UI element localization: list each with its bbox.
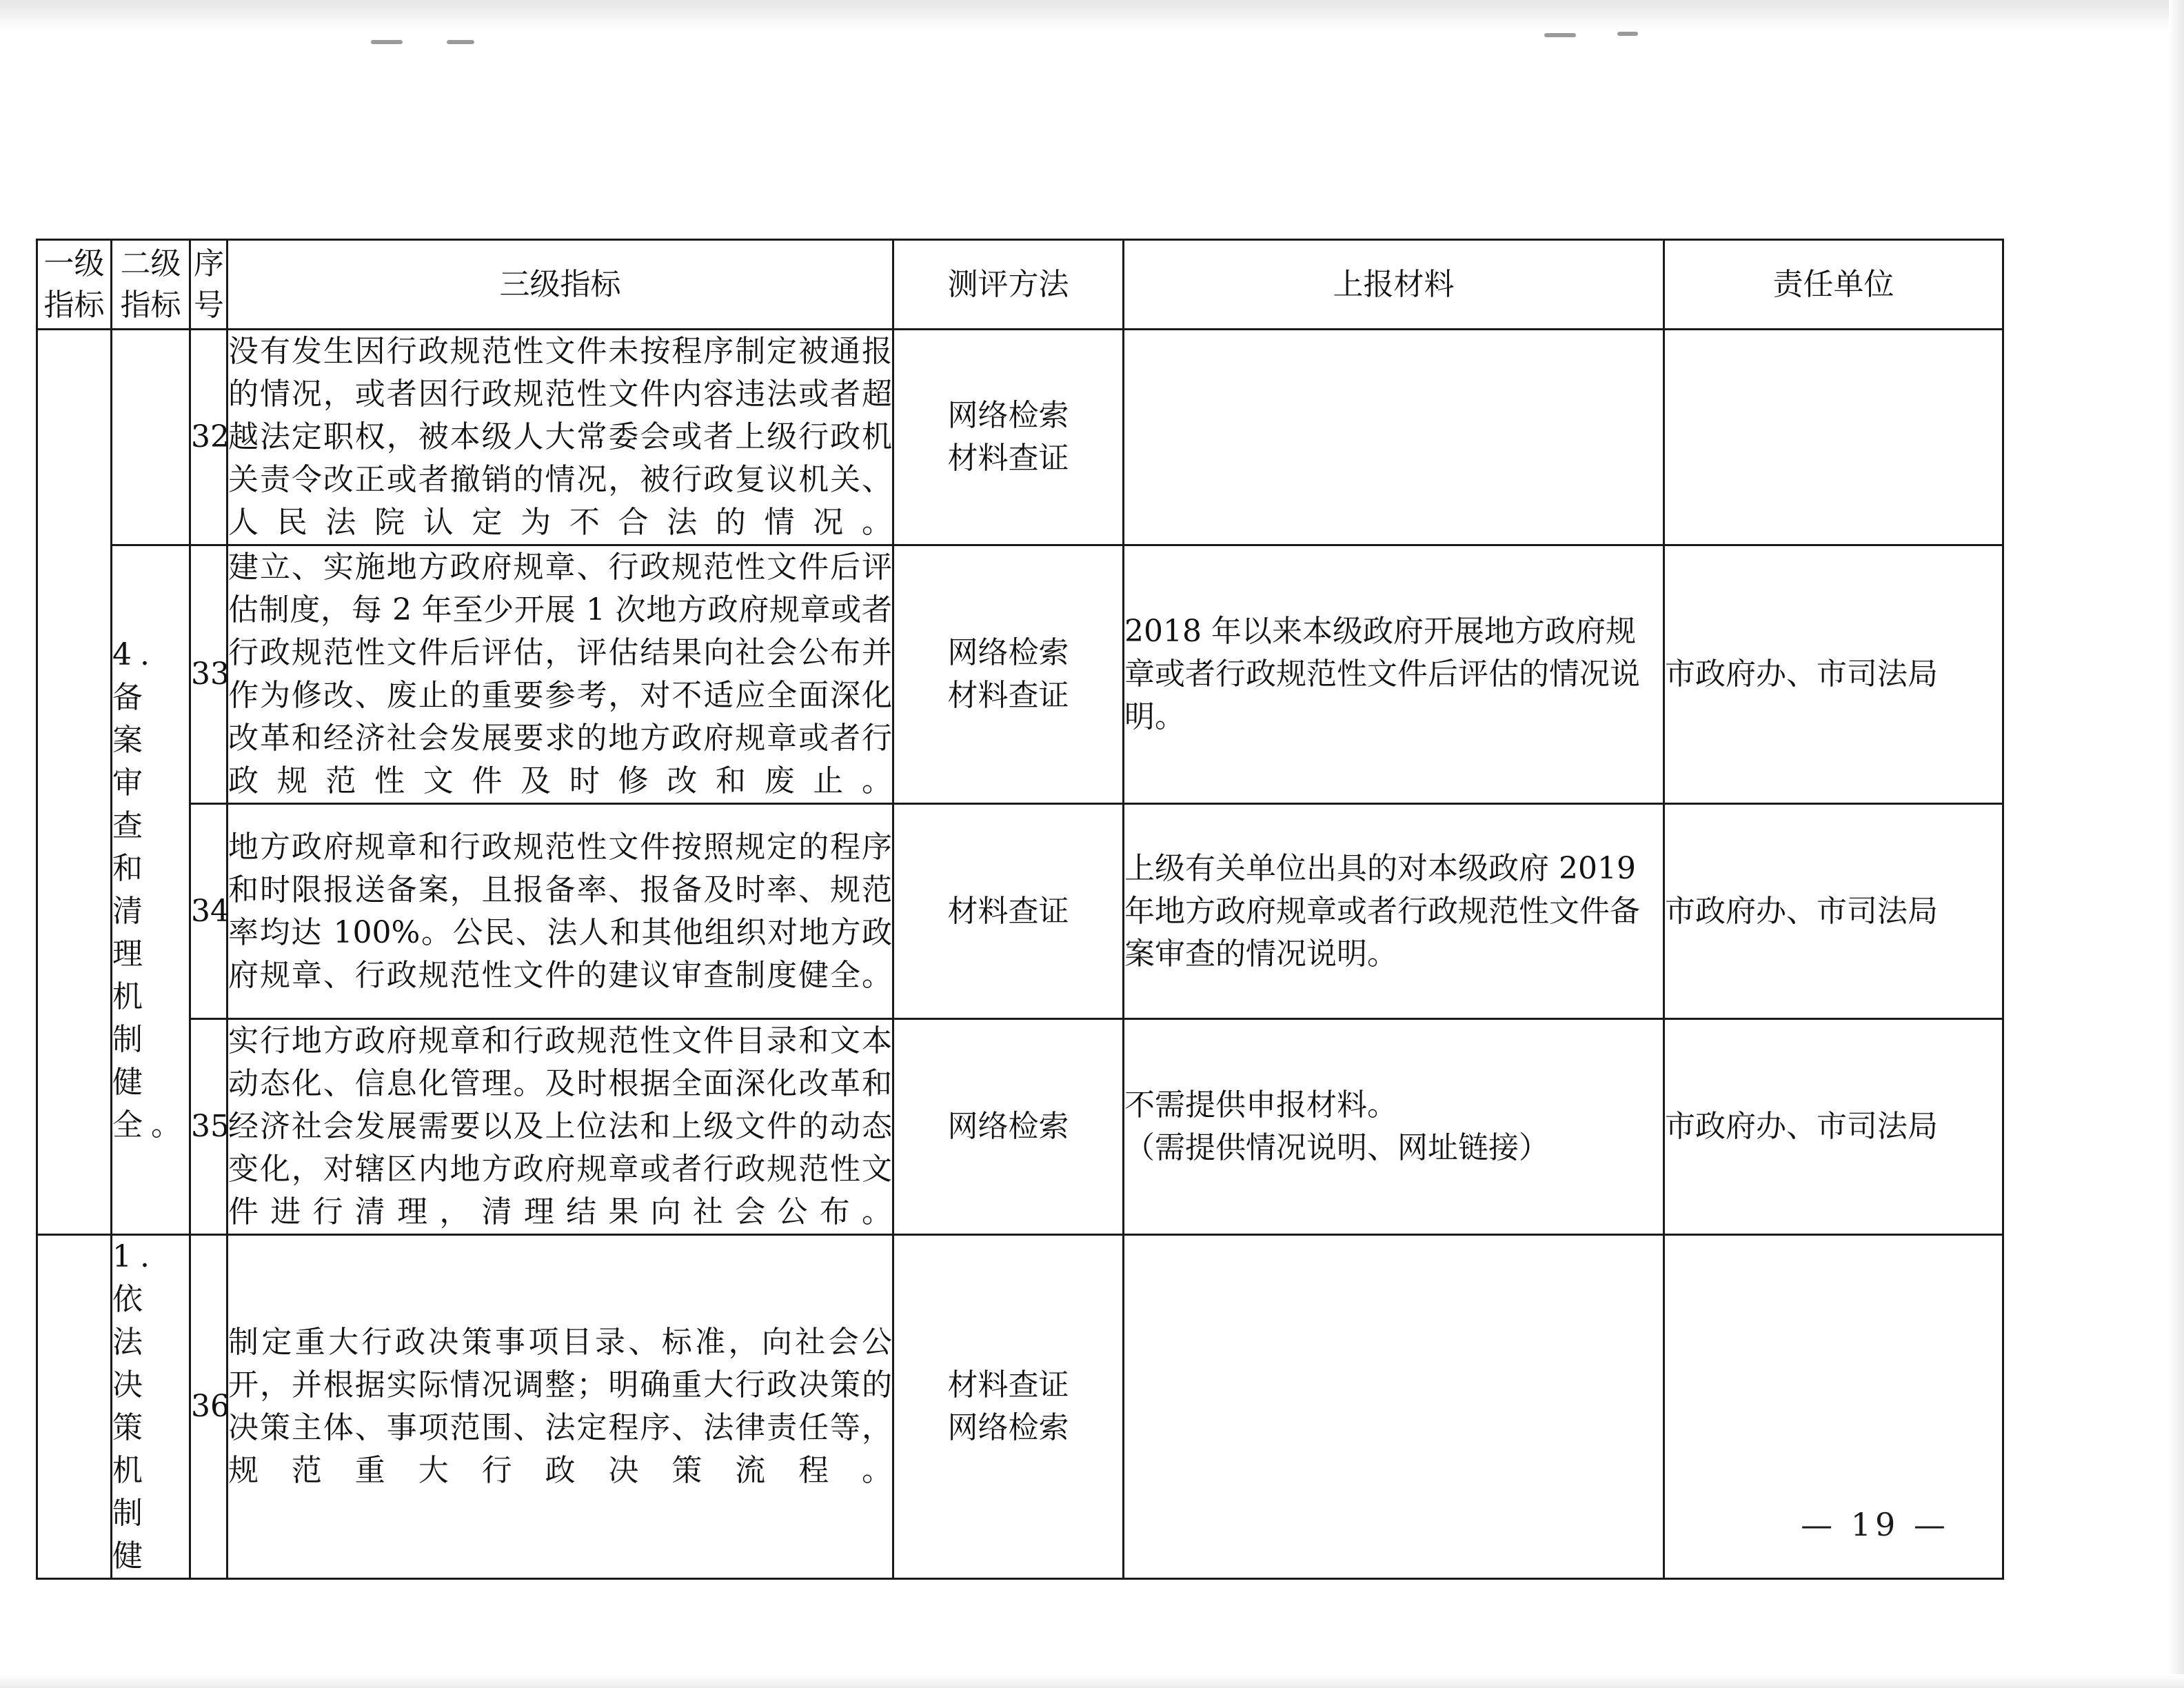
materials-cell: 2018 年以来本级政府开展地方政府规章或者行政规范性文件后评估的情况说明。 [1124,545,1664,804]
header-level1 [37,240,112,330]
indicator-cell: 实行地方政府规章和行政规范性文件目录和文本动态化、信息化管理。及时根据全面深化改革和经济社会发展需要以及上位法和上级文件的动态变化，对辖区内地方政府规章或者行政规范性文件进行清理，清理结果向社会公布。 [228,1019,893,1235]
header-seq-text: 序号 [194,245,224,323]
level2-cell: 1. 依法决策机制健 [112,1235,190,1579]
table-row [37,1019,2003,1235]
header-responsible [1664,240,2003,330]
method-line: 网络检索 [947,635,1069,670]
header-level3 [228,240,893,330]
scan-edge-bottom [0,1674,2184,1688]
indicator-cell: 没有发生因行政规范性文件未按程序制定被通报的情况，或者因行政规范性文件内容违法或者超越法定职权，被本级人大常委会或者上级行政机关责令改正或者撤销的情况，被行政复议机关、人民法院认定为不合法的情况。 [228,330,893,545]
method-cell [893,1019,1124,1235]
scan-edge-top [0,0,2184,30]
header-row [37,240,2003,330]
seq-cell: 36 [190,1235,228,1579]
header-level2-text: 二级指标 [120,245,181,323]
method-line: 网络检索 [947,1410,1069,1445]
scan-mark [447,40,474,44]
header-materials [1124,240,1664,330]
level1-cell-empty [37,330,112,1235]
responsible-cell: 市政府办、市司法局 [1664,545,2003,804]
seq-cell: 33 [190,545,228,804]
header-level2 [112,240,190,330]
method-cell [893,1235,1124,1579]
level2-cell-empty [112,330,190,545]
materials-cell: 上级有关单位出具的对本级政府 2019 年地方政府规章或者行政规范性文件备案审查的情况说明。 [1124,804,1664,1019]
level1-cell-empty [37,1235,112,1579]
seq-cell: 32 [190,330,228,545]
indicator-cell: 地方政府规章和行政规范性文件按照规定的程序和时限报送备案，且报备率、报备及时率、规范率均达 100%。公民、法人和其他组织对地方政府规章、行政规范性文件的建议审查制度健全。 [228,804,893,1019]
materials-cell [1124,1019,1664,1235]
header-method [893,240,1124,330]
method-line: 材料查证 [947,441,1069,476]
responsible-cell: 市政府办、市司法局 [1664,804,2003,1019]
responsible-cell [1664,330,2003,545]
scan-mark [1617,32,1638,36]
indicator-cell: 建立、实施地方政府规章、行政规范性文件后评估制度，每 2 年至少开展 1 次地方政府规章或者行政规范性文件后评估，评估结果向社会公布并作为修改、废止的重要参考，对不适应全面深化改革和经济社会发展要求的地方政府规章或者行政规范性文件及时修改和废止。 [228,545,893,804]
materials-line: （需提供情况说明、网址链接） [1124,1130,1549,1165]
indicator-table [36,239,2004,1580]
materials-line: 不需提供申报材料。 [1124,1087,1397,1123]
header-seq [190,240,228,330]
indicator-cell: 制定重大行政决策事项目录、标准，向社会公开，并根据实际情况调整；明确重大行政决策的决策主体、事项范围、法定程序、法律责任等，规范重大行政决策流程。 [228,1235,893,1579]
scan-mark [1544,33,1576,37]
scan-edge-right [2169,0,2184,1688]
method-line: 网络检索 [947,1109,1069,1144]
method-line: 材料查证 [947,678,1069,713]
scan-mark [371,40,403,44]
header-level1-text: 一级指标 [43,245,105,323]
responsible-cell: 市政府办、市司法局 [1664,1019,2003,1235]
materials-cell [1124,1235,1664,1579]
seq-cell: 35 [190,1019,228,1235]
method-cell [893,330,1124,545]
level2-cell: 4. 备案审查和清理机制健全。 [112,545,190,1235]
table-row [37,804,2003,1019]
method-line: 网络检索 [947,398,1069,433]
method-cell [893,804,1124,1019]
header-materials-text: 上报材料 [1333,266,1455,302]
method-line: 材料查证 [947,1367,1069,1403]
page-number: — 19 — [1801,1506,1950,1543]
header-level3-text: 三级指标 [499,266,621,302]
header-responsible-text: 责任单位 [1772,266,1894,302]
method-line: 材料查证 [947,893,1069,929]
seq-cell: 34 [190,804,228,1019]
method-cell [893,545,1124,804]
materials-cell [1124,330,1664,545]
table-row [37,545,2003,804]
header-method-text: 测评方法 [947,266,1069,302]
table-row [37,330,2003,545]
table-row [37,1235,2003,1579]
